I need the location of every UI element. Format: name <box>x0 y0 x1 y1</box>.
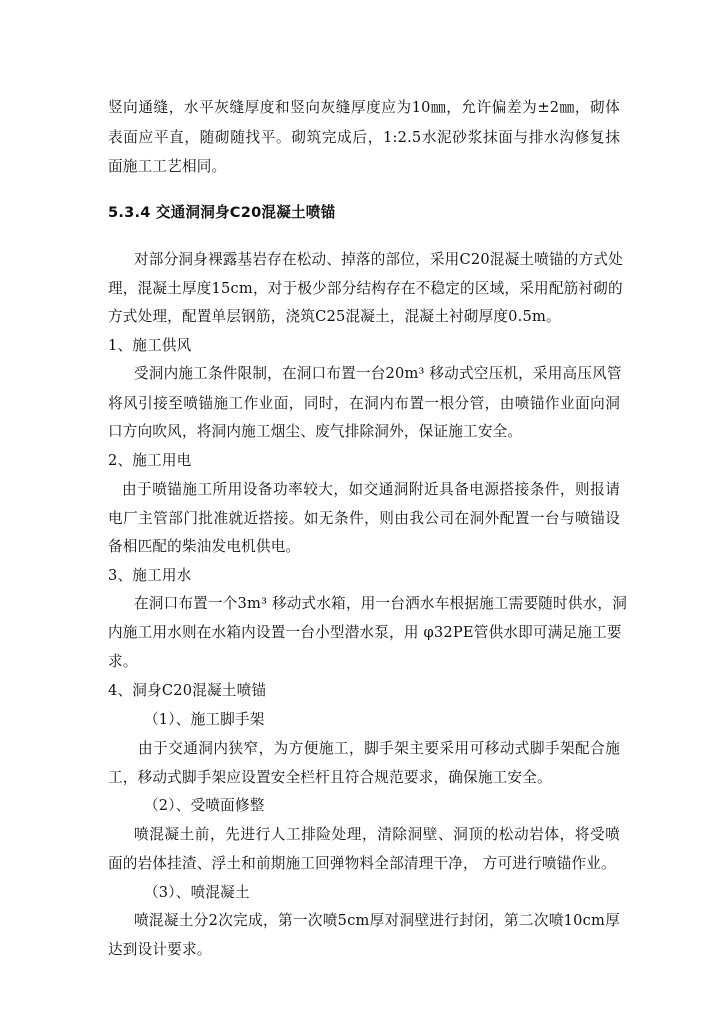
sub1-line-2: 工，移动式脚手架应设置安全栏杆且符合规范要求，确保施工安全。 <box>108 769 552 786</box>
sub3-line-2: 达到设计要求。 <box>108 941 212 958</box>
item4-title: 4、洞身C20混凝土喷锚 <box>108 682 267 699</box>
section-para-line-2: 理，混凝土厚度15cm，对于极少部分结构存在不稳定的区域，采用配筋衬砌的 <box>108 280 623 297</box>
sub1-line-1: 由于交通洞内狭窄，为方便施工，脚手架主要采用可移动式脚手架配合施 <box>138 740 620 757</box>
intro-line-1: 竖向通缝，水平灰缝厚度和竖向灰缝厚度应为10㎜，允许偏差为±2㎜，砌体 <box>108 99 620 116</box>
item3-title: 3、施工用水 <box>108 567 192 584</box>
item2-line-1: 由于喷锚施工所用设备功率较大，如交通洞附近具备电源搭接条件，则报请 <box>122 481 620 498</box>
item3-line-3: 求。 <box>108 653 138 670</box>
sub3-line-1: 喷混凝土分2次完成，第一次喷5cm厚对洞壁进行封闭，第二次喷10cm厚 <box>134 912 620 929</box>
item1-line-1: 受洞内施工条件限制，在洞口布置一台20m³ 移动式空压机，采用高压风管 <box>134 365 622 382</box>
sub2-title: （2）、受喷面修整 <box>144 797 265 814</box>
item2-title: 2、施工用电 <box>108 452 192 469</box>
item1-line-2: 将风引接至喷锚施工作业面，同时，在洞内布置一根分管，由喷锚作业面向洞 <box>108 395 620 412</box>
item2-line-3: 备相匹配的柴油发电机供电。 <box>108 538 301 555</box>
section-para-line-1: 对部分洞身裸露基岩存在松动、掉落的部位，采用C20混凝土喷锚的方式处 <box>134 251 623 268</box>
item2-line-2: 电厂主管部门批准就近搭接。如无条件，则由我公司在洞外配置一台与喷锚设 <box>108 510 620 527</box>
item1-title: 1、施工供风 <box>108 337 192 354</box>
section-heading: 5.3.4 交通洞洞身C20混凝土喷锚 <box>108 204 336 221</box>
sub1-title: （1）、施工脚手架 <box>144 711 265 728</box>
section-para-line-3: 方式处理，配置单层钢筋，浇筑C25混凝土，混凝土衬砌厚度0.5m。 <box>108 308 561 325</box>
item3-line-1: 在洞口布置一个3m³ 移动式水箱，用一台洒水车根据施工需要随时供水，洞 <box>134 595 628 612</box>
item1-line-3: 口方向吹风，将洞内施工烟尘、废气排除洞外，保证施工安全。 <box>108 423 523 440</box>
intro-line-2: 表面应平直，随砌随找平。砌筑完成后，1:2.5水泥砂浆抹面与排水沟修复抹 <box>108 129 620 146</box>
sub2-line-1: 喷混凝土前，先进行人工排险处理，清除洞壁、洞顶的松动岩体，将受喷 <box>134 826 620 843</box>
sub2-line-2: 面的岩体挂渣、浮土和前期施工回弹物料全部清理干净， 方可进行喷锚作业。 <box>108 855 616 872</box>
intro-line-3: 面施工工艺相同。 <box>108 158 227 175</box>
item3-line-2: 内施工用水则在水箱内设置一台小型潜水泵，用 φ32PE管供水即可满足施工要 <box>108 624 622 641</box>
sub3-title: （3）、喷混凝土 <box>144 884 250 901</box>
